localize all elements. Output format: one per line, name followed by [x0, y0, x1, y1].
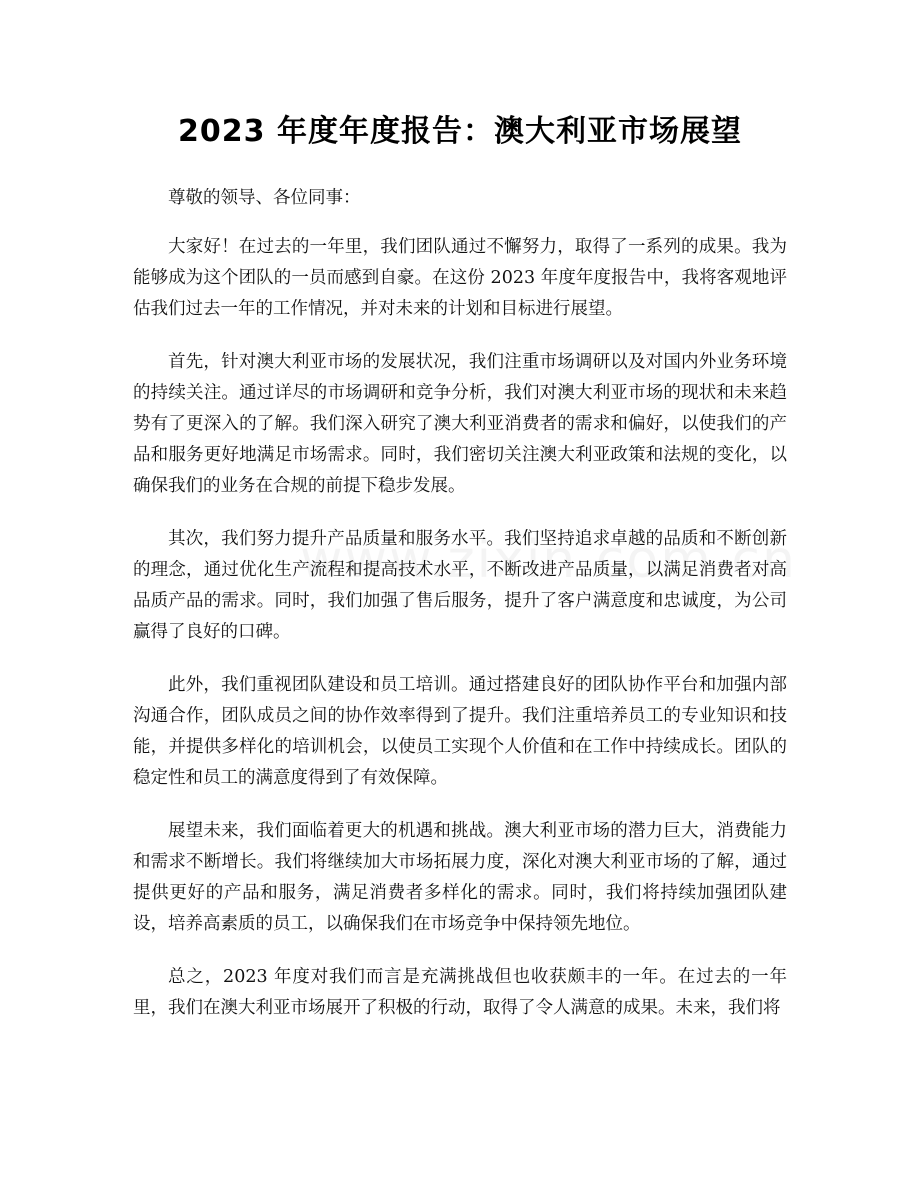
document-body — [133, 183, 787, 1046]
paragraph-team-building: 此外，我们重视团队建设和员工培训。通过搭建良好的团队协作平台和加强内部沟通合作，团队成员之间的协作效率得到了提升。我们注重培养员工的专业知识和技能，并提供多样化的培训机会，以使员工实现个人价值和在工作中持续成长。团队的稳定性和员工的满意度得到了有效保障。 — [133, 675, 787, 788]
paragraph-intro: 大家好！在过去的一年里，我们团队通过不懈努力，取得了一系列的成果。我为能够成为这个团队的一员而感到自豪。在这份 2023 年度年度报告中，我将客观地评估我们过去一年的工作情况，并对未来的计划和目标进行展望。 — [133, 237, 787, 319]
paragraph-summary: 总之，2023 年度对我们而言是充满挑战但也收获颇丰的一年。在过去的一年里，我们在澳大利亚市场展开了积极的行动，取得了令人满意的成果。未来，我们将 — [133, 967, 787, 1018]
paragraph-market-research: 首先，针对澳大利亚市场的发展状况，我们注重市场调研以及对国内外业务环境的持续关注。通过详尽的市场调研和竞争分析，我们对澳大利亚市场的现状和未来趋势有了更深入的了解。我们深入研究了澳大利亚消费者的需求和偏好，以使我们的产品和服务更好地满足市场需求。同时，我们密切关注澳大利亚政策和法规的变化，以确保我们的业务在合规的前提下稳步发展。 — [133, 352, 787, 496]
paragraph-outlook: 展望未来，我们面临着更大的机遇和挑战。澳大利亚市场的潜力巨大，消费能力和需求不断增长。我们将继续加大市场拓展力度，深化对澳大利亚市场的了解，通过提供更好的产品和服务，满足消费者多样化的需求。同时，我们将持续加强团队建设，培养高素质的员工，以确保我们在市场竞争中保持领先地位。 — [133, 821, 787, 934]
document-title: 2023 年度年度报告：澳大利亚市场展望 — [178, 114, 742, 149]
paragraph-product-quality: 其次，我们努力提升产品质量和服务水平。我们坚持追求卓越的品质和不断创新的理念，通过优化生产流程和提高技术水平，不断改进产品质量，以满足消费者对高品质产品的需求。同时，我们加强了售后服务，提升了客户满意度和忠诚度，为公司赢得了良好的口碑。 — [133, 529, 787, 642]
greeting-line: 尊敬的领导、各位同事： — [168, 188, 361, 208]
